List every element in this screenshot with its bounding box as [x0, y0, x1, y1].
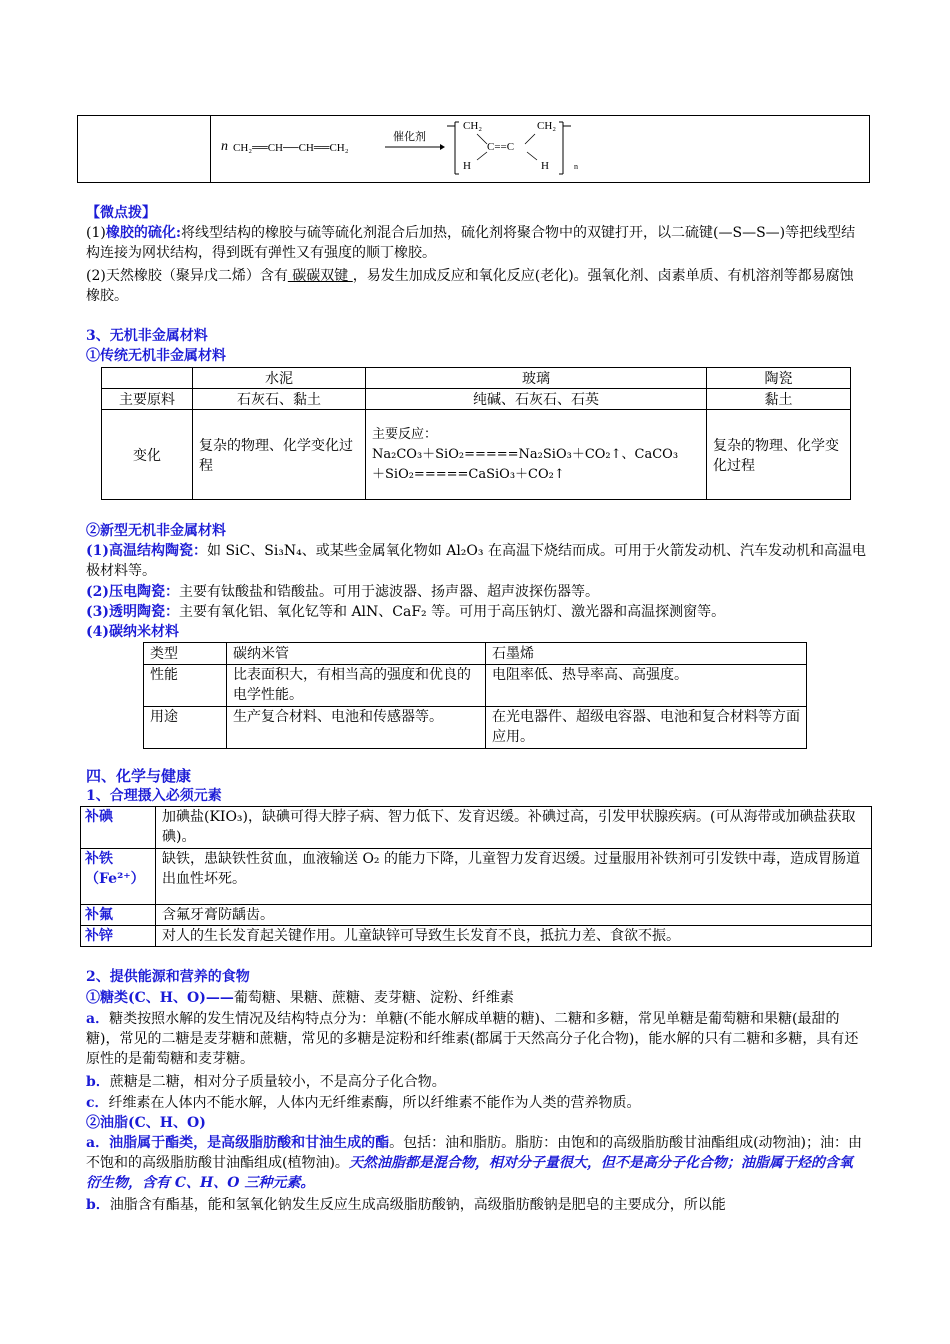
t3-r3-text: 含氟牙膏防龋齿。 — [156, 905, 872, 926]
polymer-ch2-right: CH₂ — [537, 120, 557, 132]
t1-r1-ceramic: 黏土 — [707, 389, 851, 410]
tip-paragraph-1 — [86, 223, 866, 263]
section-4-title: 四、化学与健康 — [86, 767, 192, 785]
sugar-a — [86, 1009, 866, 1069]
fat-a-label: a． — [86, 1135, 110, 1151]
t1-r2-glass-line1: 主要反应： — [372, 426, 438, 442]
catalyst-label: 催化剂 — [393, 131, 426, 143]
table-cell-empty — [78, 116, 211, 183]
sugar-c-label: c． — [86, 1095, 109, 1111]
tip-p1-prefix: (1) — [86, 225, 106, 241]
carbon-nano-table — [143, 642, 807, 749]
t3-r3-label: 补氟 — [81, 905, 156, 926]
new-material-3-text: 主要有氧化铝、氧化钇等和 AlN、CaF₂ 等。可用于高压钠灯、激光器和高温探测窗等。 — [179, 604, 726, 620]
t1-r2-label: 变化 — [102, 410, 193, 500]
t2-r1-graphene: 电阻率低、热导率高、高强度。 — [486, 665, 807, 707]
polymerization-table — [77, 115, 870, 183]
fat-a-bold: 油脂属于酯类，是高级脂肪酸和甘油生成的酯 — [109, 1135, 390, 1151]
t1-r2-ceramic: 复杂的物理、化学变化过程 — [707, 410, 851, 500]
polymer-subscript-n: n — [574, 162, 578, 171]
tip-header: 【微点拨】 — [86, 205, 156, 221]
chemical-equation — [219, 120, 719, 180]
t2-header-nanotube: 碳纳米管 — [227, 643, 486, 665]
t1-header-empty — [102, 368, 193, 389]
section-3-sub2: ②新型无机非金属材料 — [86, 523, 226, 539]
t1-r1-cement: 石灰石、黏土 — [193, 389, 366, 410]
tip-p1-bold: 橡胶的硫化: — [105, 225, 182, 241]
monomer-formula: CH₂══CH──CH══CH₂ — [233, 142, 349, 154]
t3-r2-text: 缺铁，患缺铁性贫血，血液输送 O₂ 的能力下降，儿童智力发育迟缓。过量服用补铁剂可引发铁中毒，造成胃肠道出血性坏死。 — [156, 849, 872, 905]
new-material-2-text: 主要有钛酸盐和锆酸盐。可用于滤波器、扬声器、超声波探伤器等。 — [179, 584, 599, 600]
new-material-4-heading: (4)碳纳米材料 — [86, 624, 179, 640]
t2-header-type: 类型 — [144, 643, 227, 665]
t3-r1-label: 补碘 — [81, 807, 156, 849]
t1-r2-glass — [366, 410, 707, 500]
sugar-c — [86, 1093, 866, 1113]
sugar-b-text: 蔗糖是二糖，相对分子质量较小，不是高分子化合物。 — [109, 1074, 446, 1090]
polymer-h-left: H — [463, 160, 471, 172]
sugar-heading-bold: ①糖类(C、H、O)—— — [86, 990, 234, 1006]
sugar-a-label: a． — [86, 1011, 110, 1027]
new-material-2-heading: (2)压电陶瓷： — [86, 584, 179, 600]
tip-p2-underlined: 碳碳双键 — [287, 268, 353, 284]
sugar-heading-text: 葡萄糖、果糖、蔗糖、麦芽糖、淀粉、纤维素 — [233, 990, 514, 1006]
fat-a-bold-2: 天然油脂都是混合物，相对分子量很大，但不是高分子化合物；油脂属于烃的含氧衍生物，含有 C、H、O 三种元素。 — [86, 1155, 853, 1191]
t2-r1-label: 性能 — [144, 665, 227, 707]
sugar-b — [86, 1072, 866, 1092]
t1-r1-label: 主要原料 — [102, 389, 193, 410]
tip-paragraph-2 — [86, 266, 866, 306]
new-material-3-heading: (3)透明陶瓷： — [86, 604, 179, 620]
new-material-1-text: 如 SiC、Si₃N₄、或某些金属氧化物如 Al₂O₃ 在高温下烧结而成。可用于火箭发动机、汽车发动机和高温电极材料等。 — [86, 543, 866, 579]
fat-heading: ②油脂(C、H、O) — [86, 1115, 206, 1131]
reaction-arrow — [385, 142, 445, 152]
equation-cell — [211, 116, 870, 183]
tip-p2-b: ，易发生加成反应和氧化反应(老化)。强氧化剂、卤素单质、有机溶剂等都易腐蚀橡胶。 — [86, 268, 854, 304]
t1-r2-glass-line2: Na₂CO₃＋SiO₂=====Na₂SiO₃＋CO₂↑、CaCO₃ — [372, 446, 679, 462]
bracket-left — [447, 120, 459, 176]
bracket-right — [559, 120, 573, 176]
t1-r1-glass: 纯碱、石灰石、石英 — [366, 389, 707, 410]
t1-r2-cement: 复杂的物理、化学变化过程 — [193, 410, 366, 500]
fat-b — [86, 1195, 866, 1215]
t3-r4-text: 对人的生长发育起关键作用。儿童缺锌可导致生长发育不良，抵抗力差、食欲不振。 — [156, 926, 872, 947]
equation-n: n — [221, 139, 228, 154]
new-material-3 — [86, 602, 866, 622]
t1-header-ceramic: 陶瓷 — [707, 368, 851, 389]
new-material-1 — [86, 541, 866, 581]
polymer-h-right: H — [541, 160, 549, 172]
t1-r2-glass-line3: ＋SiO₂=====CaSiO₃＋CO₂↑ — [372, 466, 565, 482]
sugar-heading — [86, 988, 866, 1008]
sugar-b-label: b． — [86, 1074, 110, 1090]
polymer-ch2-left: CH₂ — [463, 120, 483, 132]
tip-p1-text: 将线型结构的橡胶与硫等硫化剂混合后加热，硫化剂将聚合物中的双键打开，以二硫键(—S—S—)等把线型结构连接为网状结构，得到既有弹性又有强度的顺丁橡胶。 — [86, 225, 856, 261]
t2-r2-label: 用途 — [144, 707, 227, 749]
fat-b-label: b． — [86, 1197, 110, 1213]
t3-r1-text: 加碘盐(KIO₃)，缺碘可得大脖子病、智力低下、发育迟缓。补碘过高，引发甲状腺疾病。(可从海带或加碘盐获取碘)。 — [156, 807, 872, 849]
section-3-title: 3、无机非金属材料 — [86, 328, 208, 344]
elements-table — [80, 806, 872, 947]
t2-header-graphene: 石墨烯 — [486, 643, 807, 665]
sugar-a-text: 糖类按照水解的发生情况及结构特点分为：单糖(不能水解成单糖的糖)、二糖和多糖，常见单糖是葡萄糖和果糖(最甜的糖)，常见的二糖是麦芽糖和蔗糖，常见的多糖是淀粉和纤维素(都属于天然高分子化合物)，能水解的只有二糖和多糖，具有还原性的是葡萄糖和麦芽糖。 — [86, 1011, 859, 1067]
sugar-c-text: 纤维素在人体内不能水解，人体内无纤维素酶，所以纤维素不能作为人类的营养物质。 — [108, 1095, 641, 1111]
t1-header-cement: 水泥 — [193, 368, 366, 389]
tip-p2-a: (2)天然橡胶（聚异戊二烯）含有 — [86, 268, 288, 284]
section-4-sub2: 2、提供能源和营养的食物 — [86, 969, 250, 985]
t3-r4-label: 补锌 — [81, 926, 156, 947]
t2-r2-graphene: 在光电器件、超级电容器、电池和复合材料等方面应用。 — [486, 707, 807, 749]
section-4-sub1: 1、合理摄入必须元素 — [86, 788, 222, 804]
fat-b-text: 油脂含有酯基，能和氢氧化钠发生反应生成高级脂肪酸钠，高级脂肪酸钠是肥皂的主要成分，所以能 — [109, 1197, 726, 1213]
traditional-materials-table — [101, 367, 851, 500]
t1-header-glass: 玻璃 — [366, 368, 707, 389]
t2-r2-nanotube: 生产复合材料、电池和传感器等。 — [227, 707, 486, 749]
polymer-double-bond: C==C — [487, 141, 515, 153]
new-material-2 — [86, 582, 866, 602]
fat-a-text: 。包括：油和脂肪。脂肪：由饱和的高级脂肪酸甘油酯组成(动物油)；油：由不饱和的高级脂肪酸甘油酯组成(植物油)。 — [86, 1135, 862, 1171]
new-material-1-heading: (1)高温结构陶瓷： — [86, 543, 207, 559]
section-3-sub1: ①传统无机非金属材料 — [86, 348, 226, 364]
t3-r2-label: 补铁（Fe²⁺） — [81, 849, 156, 905]
fat-a — [86, 1133, 866, 1193]
t2-r1-nanotube: 比表面积大，有相当高的强度和优良的电学性能。 — [227, 665, 486, 707]
